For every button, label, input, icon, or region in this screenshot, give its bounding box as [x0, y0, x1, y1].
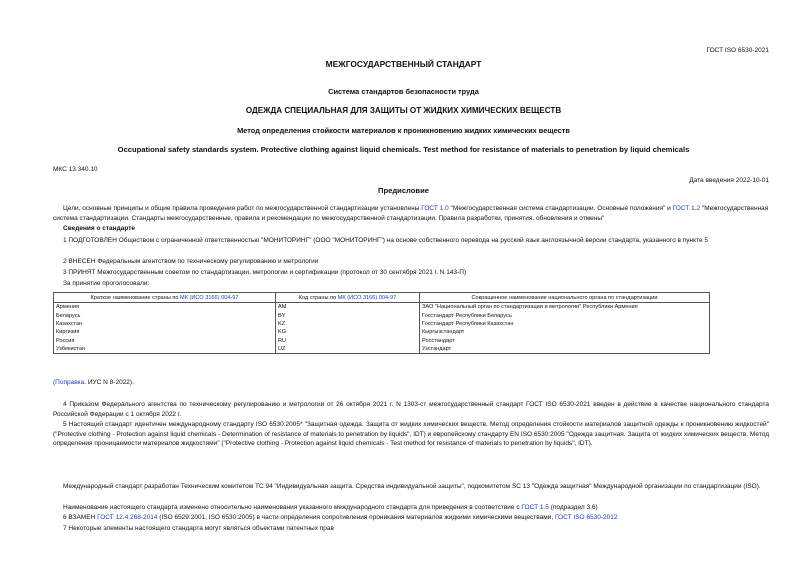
voted-label: За принятие проголосовали: [63, 280, 150, 287]
preface-paragraph: Цели, основные принципы и общие правила проведения работ по межгосударственной стандартизации установлены ГОСТ 1.0 "Межгосударственная система стандартизации. Основные положения" и ГОСТ 1.2 "Межгосударственная система стандартизации. Стандарты межгосударственные, правила и рекомендации по межгосударственной стандартизации. Правила разработки, принятия, обновления и отмены" [53, 205, 769, 222]
mk-iso-3166-link[interactable]: МК (ИСО 3166) 004-97 [180, 294, 239, 301]
item-3-adopted: 3 ПРИНЯТ Межгосударственным советом по стандартизации, метрологии и сертификации (протокол от 30 сентября 2021 г. N 143-П) [63, 269, 467, 276]
item-1-prepared: 1 ПОДГОТОВЛЕН Обществом с ограниченной ответственностью "МОНИТОРИНГ" (ООО "МОНИТОРИНГ") на основе собственного перевода на русский язык англоязычной версии стандарта, указанного в пункте 5 [63, 237, 709, 244]
table-row: Беларусь BY Госстандарт Республики Беларусь [54, 311, 710, 319]
gost-1-5-link[interactable]: ГОСТ 1.5 [521, 504, 549, 511]
column-header-body: Сокращенное наименование национального органа по стандартизации [420, 293, 710, 303]
item-7-patents: 7 Некоторые элементы настоящего стандарта могут являться объектами патентных прав [63, 525, 334, 532]
name-change-note: Наименование настоящего стандарта изменено относительно наименования указанного международного стандарта для приведения в соответствие с ГОСТ 1.5 (подраздел 3.6) [63, 504, 598, 511]
preface-title: Предисловие [378, 186, 429, 195]
gost-12-4-268-2014-link[interactable]: ГОСТ 12.4.268-2014 [97, 514, 158, 521]
mks-code: МКС 13.340.10 [53, 166, 98, 173]
standards-system: Система стандартов безопасности труда [328, 87, 479, 96]
table-row: Узбекистан UZ Узстандарт [54, 345, 710, 354]
amendment-link[interactable]: Поправка [55, 379, 85, 386]
english-title: Occupational safety standards system. Protective clothing against liquid chemicals. Test method for resistance of materials to penetration by liquid chemicals [117, 145, 690, 154]
main-title: ОДЕЖДА СПЕЦИАЛЬНАЯ ДЛЯ ЗАЩИТЫ ОТ ЖИДКИХ ХИМИЧЕСКИХ ВЕЩЕСТВ [245, 106, 562, 115]
voting-countries-table [53, 292, 710, 354]
table-row: Киргизия KG Кыргызстандарт [54, 328, 710, 336]
intl-standard-developer: Международный стандарт разработан Техническим комитетом ТС 94 "Индивидуальная защита. Средства индивидуальной защиты", подкомитетом SC 13 "Одежда защитная" Международной организации по стандартизации (ISO). [63, 483, 761, 490]
gost-1-0-link[interactable]: ГОСТ 1.0 [421, 205, 449, 212]
table-row: Армения AM ЗАО "Национальный орган по стандартизации и метрологии" Республики Армения [54, 303, 710, 312]
document-code: ГОСТ ISO 6530-2021 [706, 47, 769, 54]
document-type-title: МЕЖГОСУДАРСТВЕННЫЙ СТАНДАРТ [325, 59, 482, 69]
method-title: Метод определения стойкости материалов к проникновению жидких химических веществ [237, 126, 570, 135]
gost-1-2-link[interactable]: ГОСТ 1.2 [672, 205, 701, 212]
item-4-order: 4 Приказом Федерального агентства по техническому регулированию и метрологии от 26 октября 2021 г. N 1303-ст межгосударственный стандарт ГОСТ ISO 6530-2021 введен в действие в качестве национального стандарта Российской Федерации с 1 октября 2022 г. [53, 401, 769, 418]
column-header-country: Краткое наименование страны по МК (ИСО 3166) 004-97 [54, 293, 276, 303]
item-6-replaces: 6 ВЗАМЕН ГОСТ 12.4.268-2014 (ISO 6529:2001, ISO 6530:2005) в части определения сопротивления проникания материалов жидкими химическими веществами, ГОСТ ISO 6530-2012 [63, 514, 618, 521]
item-5-identical: 5 Настоящий стандарт идентичен международному стандарту ISO 6530:2005* "Защитная одежда. Защита от жидких химических веществ. Метод определения стойкости материалов защитной одежды к проникновению жидкостей" ("Protective clothing - Protection against liquid chemicals - Determination of resistance of materials to penetration by liquids", IDT) и европейскому стандарту EN ISO 6530:2005 "Одежда защитная. Защита от жидких химических веществ. Метод определения проницаемости материалов жидкостями" ("Protective clothing - Protection against liquid chemicals - Test method for resistance of materials to penetration by liquids", IDT). [53, 421, 769, 448]
mk-iso-3166-link[interactable]: МК (ИСО 3166) 004-97 [337, 294, 397, 301]
column-header-code: Код страны по МК (ИСО 3166) 004-97 [276, 293, 420, 303]
standard-info-heading: Сведения о стандарте [63, 225, 136, 232]
table-header-row [54, 293, 710, 303]
table-row: Россия RU Росстандарт [54, 337, 710, 345]
item-2-submitted: 2 ВНЕСЕН Федеральным агентством по техническому регулированию и метрологии [63, 258, 319, 265]
introduction-date: Дата введения 2022-10-01 [689, 177, 769, 184]
amendment-note: (Поправка. ИУС N 8-2022). [53, 379, 134, 386]
table-row: Казахстан KZ Госстандарт Республики Казахстан [54, 320, 710, 328]
gost-iso-6530-2012-link[interactable]: ГОСТ ISO 6530-2012 [554, 514, 618, 521]
